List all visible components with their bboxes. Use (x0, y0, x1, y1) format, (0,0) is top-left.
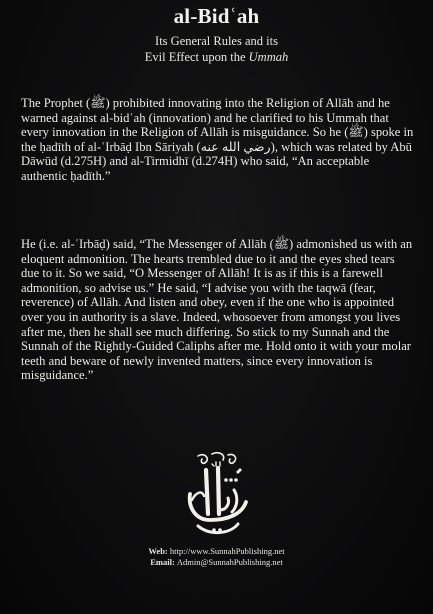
paragraph-2: He (i.e. al-ʿIrbāḍ) said, “The Messenger of Allāh (ﷺ) admonished us with an eloquent admonition. The hearts trembled due to it and the eyes shed tears due to it. So we said, “O Messenger of Allāh! It is as if this is a farewell admonition, so advise us.” He said, “I advise you with the taqwā (fear, reverence) of Allāh. And listen and obey, even if the one who is appointed over you in authority is a slave. Indeed, whosoever from amongst you lives after me, then he shall see much differing. So stick to my Sunnah and the Sunnah of the Rightly-Guided Caliphs after me. Hold onto it with your molar teeth and beware of newly invented matters, since every innovation is misguidance.” (21, 237, 413, 383)
website-link[interactable]: http://www.SunnahPublishing.net (169, 546, 285, 556)
email-link[interactable]: Admin@SunnahPublishing.net (176, 557, 283, 567)
website-label: Web: (148, 546, 168, 556)
paragraph-1: The Prophet (ﷺ) prohibited innovating into the Religion of Allāh and he warned against al-bidʿah (innovation) and he clarified to his Ummah that every innovation in the Religion of Allāh is misguidance. So he (ﷺ) spoke in the ḥadīth of al-ʿIrbāḍ Ibn Sāriyah (رضي الله عنه), which was related by Abū Dāwūd (d.275H) and al-Tirmidhī (d.274H) who said, “An acceptable authentic ḥadīth.” (21, 96, 414, 183)
contact-footer (0, 546, 433, 568)
email-line (0, 557, 433, 568)
subtitle-line-2 (0, 49, 433, 65)
page-title: al-Bidʿah (173, 4, 260, 28)
subtitle-line-1: Its General Rules and its (155, 34, 278, 48)
subtitle-ummah: Ummah (248, 50, 289, 64)
subtitle-line-2-prefix: Evil Effect upon the (144, 50, 249, 64)
website-line (0, 546, 433, 557)
email-label: Email: (150, 557, 175, 567)
page-subtitle (0, 33, 433, 65)
as-sunnah-calligraphy-icon (176, 450, 256, 542)
